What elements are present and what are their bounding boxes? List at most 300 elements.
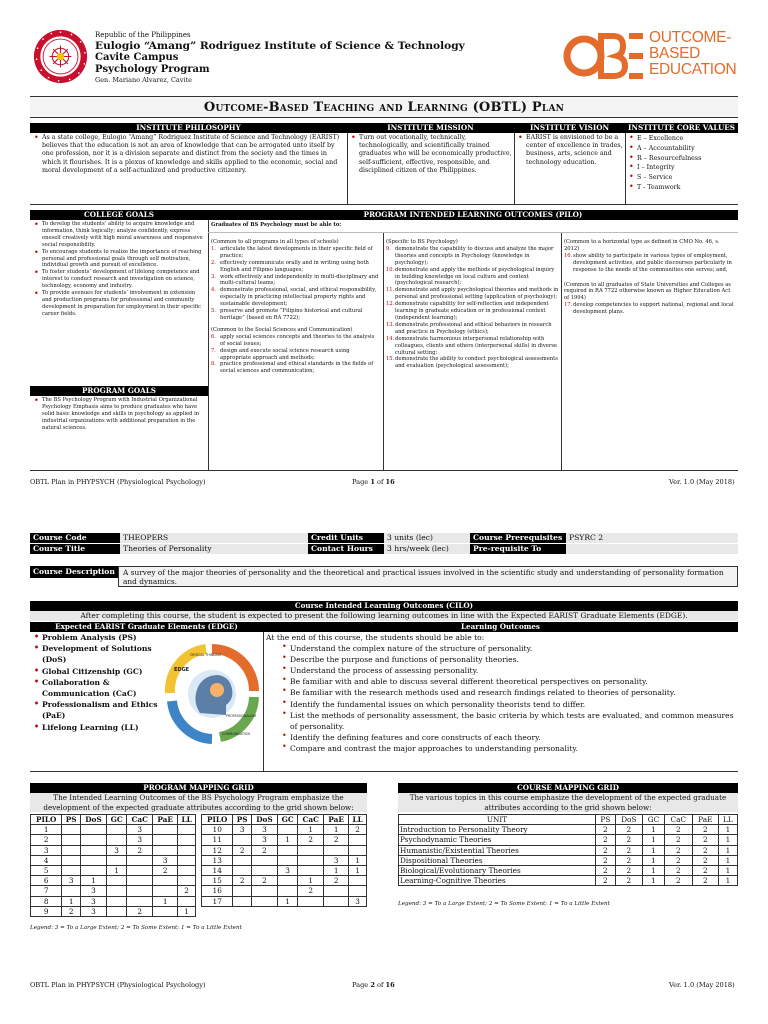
- pilo-header: PROGRAM INTENDED LEARNING OUTCOMES (PILO): [208, 210, 738, 220]
- grid-cell: 13: [202, 855, 233, 865]
- grid-cell: [178, 825, 196, 835]
- grid-cell: [153, 845, 178, 855]
- pilo-number: 4.: [211, 287, 216, 294]
- pilo-item: [386, 356, 559, 370]
- grid-cell: 2: [298, 886, 324, 896]
- institution-seal-icon: [33, 29, 88, 84]
- pilo-text: practice professional and ethical standards in the fields of social sciences and communication;: [220, 361, 374, 375]
- edge-item: • Professionalism and Ethics (PaE): [33, 699, 165, 721]
- address-line: Gen. Mariano Alvarez, Cavite: [95, 76, 193, 85]
- grid-cell: 1: [643, 825, 665, 835]
- vision-header: INSTITUTE VISION: [514, 123, 625, 133]
- grid-cell: 2: [178, 886, 196, 896]
- grid-cell: 2: [664, 866, 692, 876]
- philosophy-header: INSTITUTE PHILOSOPHY: [30, 123, 347, 133]
- table-row: [202, 835, 367, 845]
- grid-cell: [178, 876, 196, 886]
- grid-cell: [233, 855, 251, 865]
- pilo-item: [386, 322, 559, 336]
- pilo-item: [386, 287, 559, 301]
- grid-cell: 2: [596, 825, 615, 835]
- pilo-text: demonstrate the capability to discuss and analyze the major theories and concepts in Psychology (knowledge in psychology);: [395, 245, 554, 266]
- core-values-list: [628, 134, 736, 193]
- grid-cell: [233, 866, 251, 876]
- grid-cell: 2: [615, 825, 643, 835]
- grid-cell: [178, 896, 196, 906]
- course-grid-intro: The various topics in this course emphasize the development of the expected graduate attributes according to the grid shown below:: [398, 793, 738, 812]
- grid-column-header: PS: [596, 815, 615, 825]
- grid-cell: 2: [596, 845, 615, 855]
- pilo-item: [211, 260, 381, 274]
- core-value-item: • I – Integrity: [628, 163, 736, 173]
- grid-header-row: [31, 815, 196, 825]
- grid-cell: Psychodynamic Theories: [399, 835, 596, 845]
- grid-cell: 1: [324, 866, 349, 876]
- grid-column-header: CaC: [664, 815, 692, 825]
- credit-units-label: Credit Units: [308, 533, 384, 543]
- pilo-number: 1.: [211, 245, 216, 252]
- obe-letters-icon: [563, 30, 645, 82]
- grid-cell: [127, 866, 153, 876]
- grid-cell: 3: [153, 855, 178, 865]
- institution-header: [95, 31, 465, 85]
- grid-cell: [278, 886, 298, 896]
- cilo-header: Course Intended Learning Outcomes (CILO): [30, 601, 738, 611]
- grid-cell: [107, 876, 127, 886]
- footer-page: Page 2 of 16: [352, 981, 395, 989]
- learning-outcome-item: • List the methods of personality assessment, the basic criteria by which tests are evaluated, and common measures of personality.: [281, 710, 736, 732]
- table-row: [31, 876, 196, 886]
- grid-cell: [107, 825, 127, 835]
- grid-column-header: PaE: [692, 815, 718, 825]
- grid-cell: 1: [718, 855, 737, 865]
- grid-cell: [127, 876, 153, 886]
- grid-cell: 3: [278, 866, 298, 876]
- table-row: [399, 825, 738, 835]
- grid-cell: [80, 866, 106, 876]
- svg-text:COMMUNICATION: COMMUNICATION: [222, 732, 250, 736]
- grid-header-row: [202, 815, 367, 825]
- edge-item: • Development of Solutions (DoS): [33, 643, 165, 665]
- grid-cell: Biological/Evolutionary Theories: [399, 866, 596, 876]
- pilo-text: demonstrate professional, social, and ethical responsibility, especially in practicing intellectual property rights and sustainable development;: [220, 287, 377, 308]
- core-value-item: • E – Excellence: [628, 134, 736, 144]
- grid-cell: [153, 835, 178, 845]
- grid-cell: 3: [324, 855, 349, 865]
- grid-cell: 1: [718, 845, 737, 855]
- grid-column-header: PS: [233, 815, 251, 825]
- table-row: [31, 855, 196, 865]
- grid-cell: 3: [80, 896, 106, 906]
- svg-text:EDGE: EDGE: [174, 667, 190, 673]
- grid-cell: 5: [31, 866, 62, 876]
- grid-cell: [298, 866, 324, 876]
- grid-cell: [178, 855, 196, 865]
- grid-cell: 17: [202, 896, 233, 906]
- pilo-text: demonstrate and apply the methods of psychological inquiry in building knowledge on local culture and context (psychological research);: [395, 266, 555, 287]
- pilo-text: demonstrate the ability to conduct psychological assessments and evaluation (psychological assessment);: [395, 356, 558, 370]
- grid-cell: 3: [80, 886, 106, 896]
- pilo-number: 7.: [211, 347, 216, 354]
- program-grid-left: [30, 814, 196, 917]
- footer-left: OBTL Plan in PHYPSYCH (Physiological Psychology): [30, 478, 206, 486]
- grid-cell: [349, 876, 367, 886]
- grid-cell: Dispositional Theories: [399, 855, 596, 865]
- grid-cell: 2: [692, 876, 718, 886]
- grid-cell: [324, 896, 349, 906]
- grid-cell: [80, 855, 106, 865]
- grid-cell: 2: [251, 876, 277, 886]
- grid-cell: [62, 835, 80, 845]
- grid-cell: 2: [596, 855, 615, 865]
- grid-cell: [153, 886, 178, 896]
- grid-cell: 1: [718, 866, 737, 876]
- table-row: [399, 866, 738, 876]
- obe-logo: [563, 30, 763, 82]
- grid-cell: [62, 866, 80, 876]
- table-row: [399, 835, 738, 845]
- pilo-item: [211, 246, 381, 260]
- program-grid-right: [201, 814, 367, 907]
- course-description-label: Course Description: [30, 566, 118, 578]
- grid-cell: [62, 855, 80, 865]
- grid-cell: 2: [615, 835, 643, 845]
- grid-column-header: PaE: [324, 815, 349, 825]
- grid-cell: 2: [127, 906, 153, 916]
- grid-cell: 1: [643, 855, 665, 865]
- grid-cell: 16: [202, 886, 233, 896]
- pilo-item: [564, 253, 736, 274]
- college-goal-item: • To encourage students to realize the importance of reaching personal and professional goals through self motivation, individual growth and pursuit of excellence.: [33, 249, 206, 270]
- grid-column-header: DoS: [615, 815, 643, 825]
- pilo-number: 11.: [386, 287, 395, 294]
- edge-item: • Collaboration & Communication (CaC): [33, 677, 165, 699]
- program-goals-list: [33, 397, 206, 432]
- grid-cell: 1: [349, 855, 367, 865]
- grid-cell: 2: [233, 876, 251, 886]
- table-row: [202, 866, 367, 876]
- core-value-item: • A – Accountability: [628, 144, 736, 154]
- college-goal-item: • To provide avenues for students’ involvement in extension and production programs for professional and community development in preparation for employment in their specific career fields.: [33, 290, 206, 318]
- philosophy-text: • As a state college, Eulogio “Amang” Rodriguez Institute of Science and Technology (EARIST) believes that the education is not an area of knowledge that can be arrogated unto itself by one profession, nor it is a division separate and distinct from the society and the times in which it flourishes. It is a plexus of knowledge and skills applied to the economic, social and moral development of a self-actualized and productive citizenry.: [33, 134, 345, 175]
- edge-cycle-diagram-icon: [162, 641, 262, 749]
- pilo-intro: Graduates of BS Psychology must be able to:: [211, 222, 342, 228]
- grid-cell: 3: [233, 825, 251, 835]
- grid-cell: Humanistic/Existential Theories: [399, 845, 596, 855]
- grid-cell: 2: [596, 866, 615, 876]
- grid-cell: [107, 906, 127, 916]
- grid-cell: 1: [153, 896, 178, 906]
- grid-cell: 3: [251, 835, 277, 845]
- republic-line: Republic of the Philippines: [95, 31, 191, 39]
- grid-cell: 3: [349, 896, 367, 906]
- college-goals-header: COLLEGE GOALS: [30, 210, 208, 220]
- grid-cell: [251, 896, 277, 906]
- grid-cell: [233, 886, 251, 896]
- grid-column-header: DoS: [80, 815, 106, 825]
- grid-cell: 4: [31, 855, 62, 865]
- grid-column-header: PILO: [31, 815, 62, 825]
- course-grid-legend: Legend: 3 = To a Large Extent; 2 = To Some Extent; 1 = To a Little Extent: [398, 901, 610, 907]
- pilo-text: articulate the latest developments in their specific field of practice;: [220, 245, 373, 259]
- contact-hours-label: Contact Hours: [308, 544, 384, 554]
- pilo-column-2: (Specific to BS Psychology) 9. demonstrate the capability to discuss and analyze the major theories and concepts in Psychology (knowledge in psychology); 10. demonstrate and apply the methods of psychological inquiry in building knowledge on local culture and context (psychological research); 11. demonstrate and apply psychological theories and methods in personal and professional setting (application of psychology); 12. demonstrate capability for self-reflection and independent learning in graduate education or in professional context (independent learning); 13. demonstrate professional and ethical behaviors in research and practice in Psychology (ethics); 14. demonstrate harmonious interpersonal relationship with colleagues, clients and others (interpersonal skills) in diverse cultural setting; 15. demonstrate the ability to conduct psychological assessments and evaluation (psychological assessment);: [386, 239, 559, 370]
- pilo-number: 16.: [564, 252, 573, 259]
- grid-cell: 2: [692, 835, 718, 845]
- grid-cell: [153, 906, 178, 916]
- grid-cell: [107, 835, 127, 845]
- learning-outcome-item: • Identify the defining features and core constructs of each theory.: [281, 732, 736, 743]
- grid-cell: 1: [643, 845, 665, 855]
- course-code-value: THEOPERS: [120, 533, 308, 543]
- table-row: [31, 906, 196, 916]
- prereq-to-label: Pre-requisite To: [470, 544, 566, 554]
- grid-cell: [127, 855, 153, 865]
- table-row: [202, 825, 367, 835]
- grid-cell: [62, 886, 80, 896]
- grid-cell: 1: [298, 876, 324, 886]
- grid-cell: 1: [62, 896, 80, 906]
- grid-cell: [62, 825, 80, 835]
- table-row: [202, 886, 367, 896]
- grid-cell: [178, 845, 196, 855]
- grid-cell: 3: [127, 835, 153, 845]
- pilo-text: demonstrate capability for self-reflection and independent learning in graduate education or in professional context (independent learning);: [395, 301, 549, 321]
- grid-cell: [298, 855, 324, 865]
- grid-cell: [349, 845, 367, 855]
- pilo-text: develop competencies to support national, regional and local development plans.: [573, 302, 734, 316]
- pilo-number: 10.: [386, 266, 395, 273]
- table-row: [202, 845, 367, 855]
- plan-title: Outcome-Based Teaching and Learning (OBTL) Plan: [30, 96, 738, 118]
- learning-outcome-item: • Be familiar with the research methods used and research findings related to theories of personality.: [281, 687, 736, 698]
- pilo-column-1: (Common to all programs in all types of schools) 1. articulate the latest developments in their specific field of practice; 2. effectively communicate orally and in writing using both English and Filipino languages; 3. work effectively and independently in multi-disciplinary and multi-cultural teams; 4. demonstrate professional, social, and ethical responsibility, especially in practicing intellectual property rights and sustainable development; 5. preserve and promote “Filipino historical and cultural heritage” (based on RA 7722); (Common to the Social Sciences and Communication) 6. apply social sciences concepts and theories to the analysis of social issues; 7. design and execute social science research using appropriate approach and methods; 8. practice professional and ethical standards in the fields of social sciences and communication;: [211, 239, 381, 375]
- core-values-header: INSTITUTE CORE VALUES: [625, 123, 738, 133]
- grid-cell: 14: [202, 866, 233, 876]
- grid-cell: 3: [127, 825, 153, 835]
- grid-cell: [107, 896, 127, 906]
- college-goal-item: • To foster students’ development of lifelong competence and interest to conduct research and investigation on science, technology, economy and industry.: [33, 269, 206, 290]
- grid-cell: [251, 886, 277, 896]
- prereq-value: PSYRC 2: [566, 533, 738, 543]
- learning-outcome-item: • Identify the fundamental issues on which personality theorists tend to differ.: [281, 699, 736, 710]
- grid-cell: [233, 896, 251, 906]
- lo-intro: At the end of this course, the students should be able to:: [266, 633, 485, 642]
- pilo-text: work effectively and independently in multi-disciplinary and multi-cultural teams;: [220, 273, 379, 287]
- course-grid-header: COURSE MAPPING GRID: [398, 783, 738, 793]
- grid-header-row: [399, 815, 738, 825]
- footer-left: OBTL Plan in PHYPSYCH (Physiological Psychology): [30, 981, 206, 989]
- learning-outcome-item: • Understand the process of assessing personality.: [281, 665, 736, 676]
- grid-cell: 2: [615, 866, 643, 876]
- grid-column-header: LL: [349, 815, 367, 825]
- grid-cell: 12: [202, 845, 233, 855]
- grid-cell: 1: [643, 835, 665, 845]
- grid-cell: 2: [127, 845, 153, 855]
- grid-cell: 2: [324, 835, 349, 845]
- grid-cell: [251, 866, 277, 876]
- core-value-item: • T - Teamwork: [628, 183, 736, 193]
- credit-units-value: 3 units (lec): [384, 533, 470, 543]
- grid-cell: 9: [31, 906, 62, 916]
- grid-cell: 3: [62, 876, 80, 886]
- table-row: [31, 845, 196, 855]
- vision-text: • EARIST is envisioned to be a center of excellence in trades, business, arts, science and technology education.: [517, 134, 623, 167]
- pilo-text: demonstrate and apply psychological theories and methods in personal and professional setting (application of psychology);: [395, 287, 559, 301]
- course-title-value: Theories of Personality: [120, 544, 308, 554]
- grid-cell: 3: [107, 845, 127, 855]
- grid-column-header: LL: [178, 815, 196, 825]
- learning-outcome-item: • Compare and contrast the major approaches to understanding personality.: [281, 743, 736, 754]
- table-row: [31, 866, 196, 876]
- grid-cell: [278, 876, 298, 886]
- pilo-number: 13.: [386, 321, 395, 328]
- grid-column-header: PILO: [202, 815, 233, 825]
- pilo-number: 15.: [386, 356, 395, 363]
- grid-cell: [107, 886, 127, 896]
- grid-cell: 1: [349, 866, 367, 876]
- pilo-number: 5.: [211, 308, 216, 315]
- grid-column-header: LL: [718, 815, 737, 825]
- grid-cell: 1: [278, 835, 298, 845]
- edge-item: • Lifelong Learning (LL): [33, 722, 165, 733]
- grid-column-header: PS: [62, 815, 80, 825]
- grid-cell: 1: [718, 835, 737, 845]
- campus-name: Cavite Campus: [95, 52, 179, 64]
- program-goals-header: PROGRAM GOALS: [30, 386, 208, 396]
- pilo-item: [211, 348, 381, 362]
- grid-cell: 2: [692, 845, 718, 855]
- table-row: [31, 886, 196, 896]
- table-row: [399, 855, 738, 865]
- table-row: [31, 835, 196, 845]
- grid-cell: 1: [31, 825, 62, 835]
- edge-item: • Global Citizenship (GC): [33, 666, 165, 677]
- table-row: [399, 876, 738, 886]
- program-grid-header: PROGRAM MAPPING GRID: [30, 783, 367, 793]
- grid-cell: 1: [324, 825, 349, 835]
- course-grid-table: [398, 814, 738, 886]
- grid-cell: 6: [31, 876, 62, 886]
- obe-words: OUTCOME- BASED EDUCATION: [649, 29, 737, 78]
- grid-cell: [324, 845, 349, 855]
- grid-cell: 2: [664, 845, 692, 855]
- grid-column-header: GC: [278, 815, 298, 825]
- course-title-label: Course Title: [30, 544, 120, 554]
- grid-cell: 1: [718, 825, 737, 835]
- grid-cell: [178, 866, 196, 876]
- grid-cell: [298, 896, 324, 906]
- grid-cell: 1: [107, 866, 127, 876]
- grid-cell: 2: [692, 866, 718, 876]
- pilo-text: apply social sciences concepts and theories to the analysis of social issues;: [220, 333, 375, 347]
- svg-text:CRITICAL THINKING: CRITICAL THINKING: [190, 653, 222, 657]
- grid-cell: 2: [324, 876, 349, 886]
- learning-outcomes-list: [266, 632, 736, 754]
- grid-cell: 1: [80, 876, 106, 886]
- grid-cell: [298, 845, 324, 855]
- pilo-text: show ability to participate in various types of employment, development activities, and public discourses particularly in response to the needs of the communities one serves; and,: [573, 252, 732, 273]
- core-value-item: • S – Service: [628, 173, 736, 183]
- pilo-column-3: (Common to a horizontal type as defined in CMO No. 46, s. 2012) 16. show ability to participate in various types of employment, development activities, and public discourses particularly in response to the needs of the communities one serves; and, (Common to all graduates of State Universities and Colleges as required in RA 7722 otherwise known as Higher Education Act of 1994) 17. develop competencies to support national, regional and local development plans.: [564, 239, 736, 316]
- program-name: Psychology Program: [95, 64, 210, 76]
- grid-cell: [127, 886, 153, 896]
- grid-cell: 2: [615, 845, 643, 855]
- grid-cell: 2: [664, 876, 692, 886]
- grid-cell: 2: [153, 866, 178, 876]
- grid-cell: 2: [298, 835, 324, 845]
- grid-cell: 2: [31, 835, 62, 845]
- pilo-text: effectively communicate orally and in writing using both English and Filipino languages;: [220, 259, 369, 273]
- mission-text: • Turn out vocationally, technically, technologically, and scientifically trained graduates who will be economically productive, self-sufficient, effective, responsible, and disciplined citizen of the Philippines.: [350, 134, 512, 175]
- pilo-item: [211, 334, 381, 348]
- grid-cell: [324, 886, 349, 896]
- program-grid-legend: Legend: 3 = To a Large Extent; 2 = To Some Extent; 1 = To a Little Extent: [30, 925, 242, 931]
- grid-cell: 2: [615, 876, 643, 886]
- edge-list: [33, 632, 165, 733]
- grid-cell: [62, 845, 80, 855]
- pilo-item: [386, 246, 559, 267]
- mission-header: INSTITUTE MISSION: [347, 123, 514, 133]
- pilo-number: 12.: [386, 301, 395, 308]
- grid-cell: 2: [615, 855, 643, 865]
- svg-text:PROFESSIONALISM: PROFESSIONALISM: [226, 714, 257, 718]
- pilo-number: 17.: [564, 302, 573, 309]
- college-goals-list: [33, 221, 206, 318]
- grid-cell: [278, 855, 298, 865]
- grid-cell: [80, 845, 106, 855]
- grid-cell: [349, 886, 367, 896]
- grid-cell: Introduction to Personality Theory: [399, 825, 596, 835]
- pilo-item: [211, 308, 381, 322]
- prereq-to-value: [566, 544, 738, 554]
- grid-cell: 1: [298, 825, 324, 835]
- grid-cell: 2: [233, 845, 251, 855]
- grid-cell: 8: [31, 896, 62, 906]
- grid-column-header: CaC: [298, 815, 324, 825]
- grid-cell: 2: [692, 855, 718, 865]
- pilo-item: [386, 301, 559, 322]
- grid-cell: 2: [596, 835, 615, 845]
- grid-cell: 2: [664, 825, 692, 835]
- grid-cell: 7: [31, 886, 62, 896]
- grid-cell: 3: [251, 825, 277, 835]
- grid-cell: [153, 876, 178, 886]
- grid-cell: 2: [692, 825, 718, 835]
- grid-cell: [80, 835, 106, 845]
- contact-hours-value: 3 hrs/week (lec): [384, 544, 470, 554]
- grid-cell: 2: [62, 906, 80, 916]
- core-value-item: • R – Resourcefulness: [628, 154, 736, 164]
- pilo-item: [211, 274, 381, 288]
- grid-cell: 1: [278, 896, 298, 906]
- program-grid-intro: The Intended Learning Outcomes of the BS Psychology Program emphasize the development of the expected graduate attributes according to the grid shown below:: [30, 793, 367, 812]
- grid-cell: [251, 855, 277, 865]
- grid-cell: 1: [718, 876, 737, 886]
- grid-cell: 2: [664, 855, 692, 865]
- footer-version: Ver. 1.0 (May 2018): [669, 981, 735, 989]
- grid-cell: 2: [664, 835, 692, 845]
- grid-cell: 2: [596, 876, 615, 886]
- pilo-item: [386, 336, 559, 357]
- grid-cell: 1: [643, 876, 665, 886]
- pilo-text: demonstrate professional and ethical behaviors in research and practice in Psychology (ethics);: [395, 321, 552, 335]
- learning-outcome-item: • Be familiar with and able to discuss several different theoretical perspectives on personality.: [281, 676, 736, 687]
- table-row: [202, 876, 367, 886]
- pilo-text: preserve and promote “Filipino historical and cultural heritage” (based on RA 7722);: [220, 308, 363, 321]
- table-row: [31, 825, 196, 835]
- grid-cell: [278, 845, 298, 855]
